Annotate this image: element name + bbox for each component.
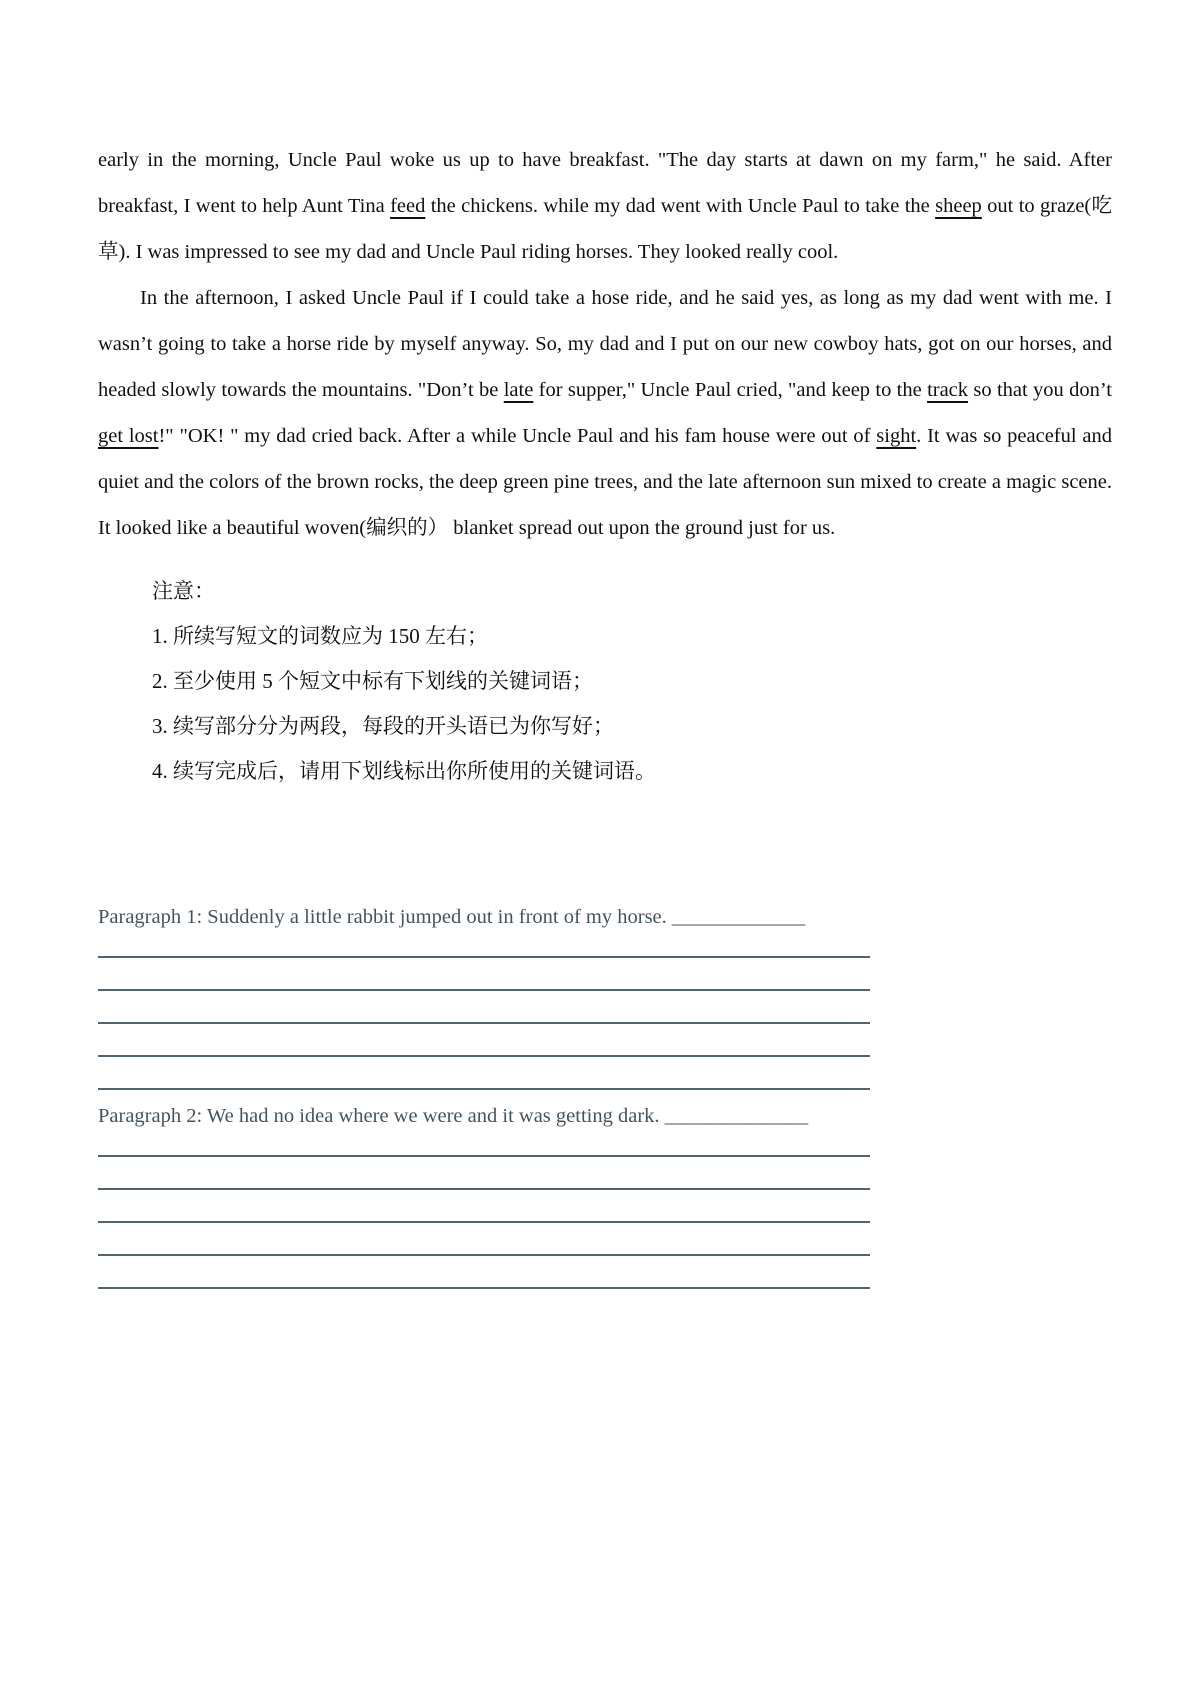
notes-section: [98, 569, 1112, 794]
writing-line: [98, 1223, 870, 1256]
underlined-keyword: sheep: [935, 195, 982, 217]
writing-line: [98, 958, 870, 991]
underlined-keyword: track: [927, 379, 969, 401]
writing-line: [98, 1024, 870, 1057]
underlined-keyword: sight: [876, 425, 917, 447]
paragraph2-prompt: Paragraph 2: We had no idea where we were and it was getting dark. ______________: [98, 1105, 809, 1127]
underlined-keyword: late: [503, 379, 534, 401]
writing-line: [98, 991, 870, 1024]
paragraph1-prompt: Paragraph 1: Suddenly a little rabbit jumped out in front of my horse. _____________: [98, 906, 806, 928]
story-paragraph-2: [98, 275, 1112, 551]
page-content: [98, 137, 1112, 1289]
text-run: out to graze(吃草). I was impressed to see my dad and Uncle Paul riding horses. They looked really cool.: [98, 195, 1112, 263]
text-run: early in the morning, Uncle Paul woke us up to have breakfast. "The day starts at dawn on my farm," he said. After breakfast, I went to help Aunt Tina: [98, 149, 1112, 217]
text-run: the chickens. while my dad went with Uncle Paul to take the: [425, 195, 936, 217]
text-run: so that you don’t: [968, 379, 1113, 401]
notes-list: [152, 614, 1112, 794]
underlined-keyword: feed: [390, 195, 426, 217]
writing-section: [98, 901, 1112, 1289]
underlined-keyword: get lost: [98, 425, 159, 447]
writing-line: [98, 1256, 870, 1289]
text-run: In the afternoon, I asked Uncle Paul if I could take a hose ride, and he said yes, as long as my dad went with me. I wasn’t going to take a horse ride by myself anyway. So, my dad and I put on our new cowboy hats, got on our horses, and headed slowly towards the mountains. "Don’t be: [98, 287, 1112, 401]
text-run: !" "OK! " my dad cried back. After a while Uncle Paul and his fam house were out of: [158, 425, 877, 447]
story-paragraph-1: [98, 137, 1112, 275]
writing-line: [98, 1057, 870, 1090]
writing-line: [98, 1157, 870, 1190]
note-item: 1. 所续写短文的词数应为 150 左右；: [152, 624, 488, 648]
note-item: 4. 续写完成后，请用下划线标出你所使用的关键词语。: [152, 759, 656, 783]
text-run: for supper," Uncle Paul cried, "and keep to the: [533, 379, 928, 401]
paragraph1-writing-lines: [98, 925, 870, 1090]
note-item: 2. 至少使用 5 个短文中标有下划线的关键词语；: [152, 669, 593, 693]
note-item: 3. 续写部分分为两段，每段的开头语已为你写好；: [152, 714, 614, 738]
text-run: . It was so peaceful and quiet and the colors of the brown rocks, the deep green pine trees, and the late afternoon sun mixed to create a magic scene. It looked like a beautiful woven(编织的） blanket spread out upon the ground just for us.: [98, 425, 1112, 539]
notes-heading: 注意：: [152, 579, 215, 603]
paragraph2-writing-lines: [98, 1124, 870, 1289]
writing-line: [98, 1190, 870, 1223]
